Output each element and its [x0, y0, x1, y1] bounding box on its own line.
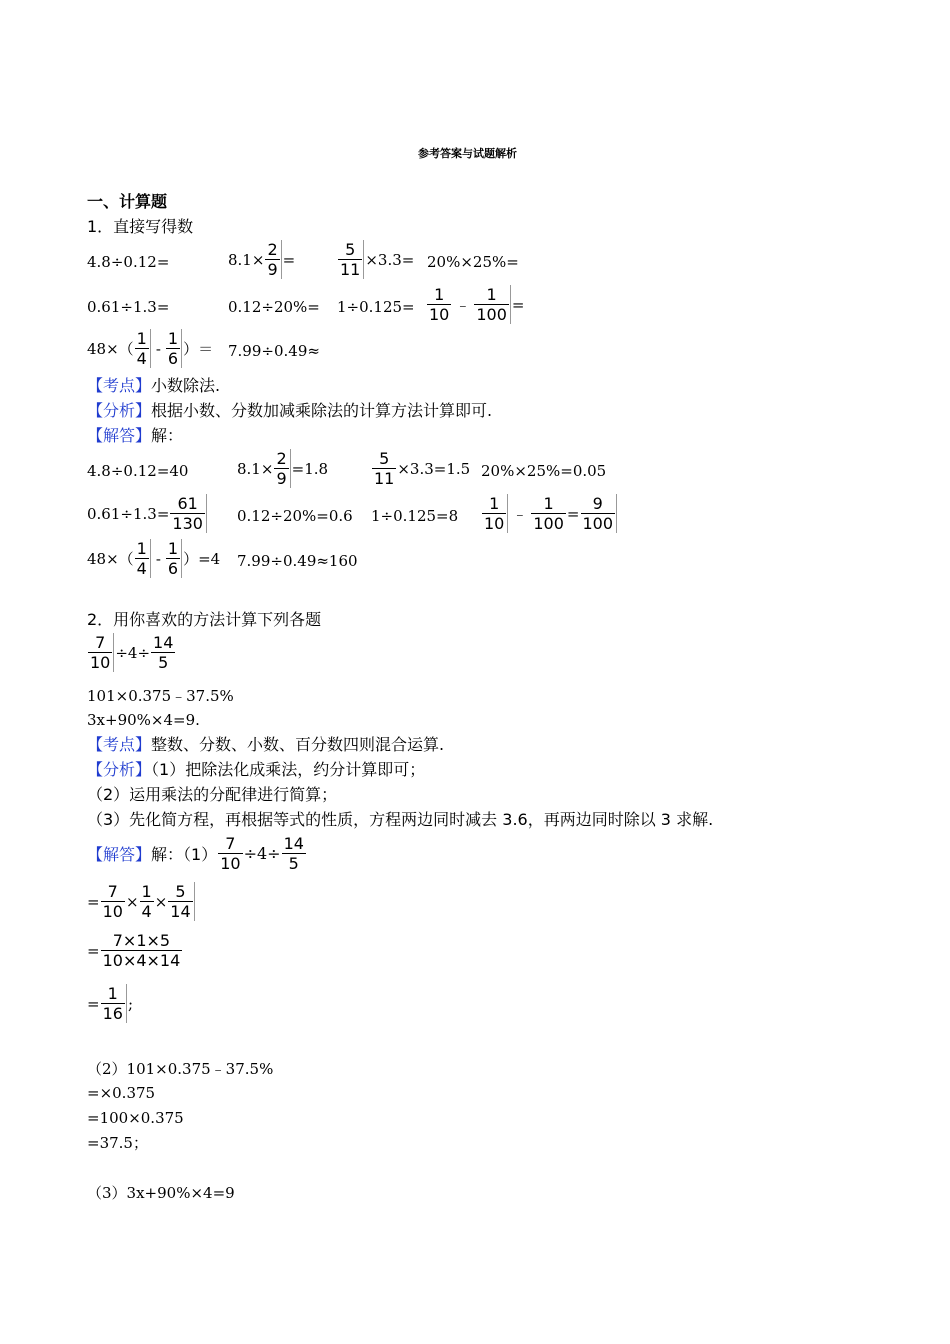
expr-text: =	[566, 504, 580, 523]
denominator: 11	[340, 260, 361, 279]
expr-text: ×3.3=1.5	[397, 459, 471, 478]
numerator: 1	[136, 539, 147, 558]
q1-item	[337, 240, 414, 279]
numerator: 2	[276, 449, 287, 468]
question-1-heading: 1．直接写得数	[87, 217, 194, 236]
fraction	[338, 240, 364, 279]
fenxi-tag: 【分析】	[87, 401, 152, 420]
q1-answer	[371, 449, 470, 488]
expr-text: ×	[154, 892, 168, 911]
denominator: 10	[484, 514, 505, 533]
jieda-tag: 【解答】	[87, 426, 152, 445]
fraction	[101, 931, 183, 970]
fraction	[265, 240, 281, 279]
jieda-line	[87, 426, 183, 446]
jieda-tag: 【解答】	[87, 845, 152, 864]
expr-text: ;	[127, 994, 133, 1013]
numerator: 14	[153, 633, 174, 652]
q2-expr	[87, 633, 176, 672]
solution-step	[87, 984, 133, 1023]
fenxi-text: 根据小数、分数加减乘除法的计算方法计算即可.	[151, 401, 493, 420]
solution-step: =37.5；	[87, 1134, 148, 1152]
q1-item: 0.61÷1.3=	[87, 298, 170, 316]
section-heading: 一、计算题	[87, 192, 168, 211]
expr-text: 8.1×	[228, 250, 265, 269]
numerator: 2	[267, 240, 278, 259]
numerator: 5	[338, 240, 362, 260]
numerator: 1	[427, 285, 451, 305]
fraction	[135, 329, 151, 368]
q1-item: 7.99÷0.49≈	[228, 342, 320, 360]
expr-text: ）=4	[183, 550, 221, 568]
denominator: 14	[170, 902, 191, 921]
numerator: 61	[170, 494, 205, 514]
numerator: 1	[531, 494, 566, 514]
kaodian-text: 小数除法.	[151, 376, 221, 395]
fraction	[151, 633, 175, 672]
numerator: 5	[372, 449, 396, 469]
expr-text: ×	[125, 892, 139, 911]
denominator: 9	[276, 469, 287, 488]
denominator: 9	[267, 260, 278, 279]
fraction	[218, 834, 242, 873]
jieda-text: 解：	[151, 426, 184, 445]
minus-sign: -	[155, 549, 161, 568]
denominator: 4	[136, 559, 147, 578]
q1-answer: 7.99÷0.49≈160	[237, 552, 358, 570]
fenxi-line	[87, 760, 425, 780]
fraction	[274, 449, 290, 488]
numerator: 1	[474, 285, 509, 305]
fraction	[170, 494, 207, 533]
expr-text: =	[282, 250, 296, 269]
solution-step	[87, 931, 183, 970]
fraction	[282, 834, 306, 873]
denominator: 6	[167, 349, 179, 368]
q2-expr: 101×0.375﹣37.5%	[87, 687, 234, 705]
fraction	[372, 449, 396, 488]
denominator: 100	[582, 514, 614, 533]
numerator: 14	[283, 834, 304, 853]
denominator: 100	[476, 305, 507, 324]
fenxi-line-2: （2）运用乘法的分配律进行简算；	[87, 785, 338, 804]
expr-text: 0.61÷1.3=	[87, 504, 170, 523]
expr-text: 48×（	[87, 340, 134, 358]
page-title: 参考答案与试题解析	[418, 147, 517, 160]
q2-expr: 3x+90%×4=9.	[87, 711, 200, 729]
fraction	[474, 285, 511, 324]
part-3-label: （3）3x+90%×4=9	[87, 1184, 235, 1202]
kaodian-line	[87, 376, 220, 396]
jieda-text: 解：（1）	[151, 845, 218, 864]
q1-answer	[237, 449, 328, 488]
fraction	[101, 984, 127, 1023]
expr-text: 8.1×	[237, 459, 274, 478]
fenxi-text: （1）把除法化成乘法，约分计算即可；	[151, 760, 426, 779]
kaodian-tag: 【考点】	[87, 735, 152, 754]
numerator: 1	[101, 984, 125, 1004]
numerator: 9	[581, 494, 616, 514]
minus-sign: ﹣	[512, 505, 528, 523]
expr-text: =	[87, 892, 100, 911]
fraction	[482, 494, 508, 533]
q1-item: 0.12÷20%=	[228, 298, 320, 316]
numerator: 7×1×5	[101, 931, 183, 951]
numerator: 7	[101, 882, 125, 902]
q1-item: 1÷0.125=	[337, 298, 415, 316]
q1-item: 4.8÷0.12=	[87, 253, 170, 271]
fraction	[581, 494, 618, 533]
fraction	[135, 539, 151, 578]
numerator: 1	[482, 494, 506, 514]
denominator: 5	[158, 653, 169, 672]
denominator: 4	[136, 349, 147, 368]
question-2-heading: 2．用你喜欢的方法计算下列各题	[87, 610, 322, 629]
expr-text: ÷4÷	[243, 844, 281, 863]
expr-text: ）＝	[183, 340, 214, 358]
numerator: 1	[136, 329, 147, 348]
denominator: 10	[220, 854, 241, 873]
numerator: 5	[168, 882, 192, 902]
expr-text: =	[511, 295, 525, 314]
fenxi-line-3: （3）先化简方程，再根据等式的性质，方程两边同时减去 3.6，再两边同时除以 3 求解.	[87, 810, 714, 829]
q1-answer: 0.12÷20%=0.6	[237, 507, 353, 525]
kaodian-line	[87, 735, 444, 755]
kaodian-tag: 【考点】	[87, 376, 152, 395]
denominator: 4	[141, 902, 152, 921]
expr-text: =1.8	[291, 459, 329, 478]
q1-answer: 4.8÷0.12=40	[87, 462, 189, 480]
fraction	[101, 882, 125, 921]
q1-answer: 1÷0.125=8	[371, 507, 459, 525]
minus-sign: ﹣	[455, 296, 471, 314]
q1-item: 20%×25%=	[427, 253, 519, 271]
expr-text: 48×（	[87, 550, 134, 568]
numerator: 7	[218, 834, 242, 854]
denominator: 10	[102, 902, 123, 921]
q1-item	[228, 240, 295, 279]
numerator: 1	[167, 539, 179, 558]
solution-step	[87, 882, 196, 921]
fraction	[140, 882, 154, 921]
q1-answer	[87, 494, 208, 533]
denominator: 5	[288, 854, 299, 873]
denominator: 10×4×14	[102, 951, 181, 970]
jieda-line	[87, 834, 307, 873]
fraction	[166, 539, 182, 578]
denominator: 10	[429, 305, 450, 324]
q1-answer	[87, 539, 220, 578]
fraction	[166, 329, 182, 368]
q1-item	[87, 329, 213, 368]
q1-answer: 20%×25%=0.05	[481, 462, 607, 480]
denominator: 6	[167, 559, 179, 578]
denominator: 11	[374, 469, 395, 488]
expr-text: =	[87, 994, 100, 1013]
expr-text: =	[87, 941, 100, 960]
numerator: 7	[88, 633, 112, 653]
fraction	[168, 882, 194, 921]
solution-step: =×0.375	[87, 1084, 156, 1102]
numerator: 1	[167, 329, 179, 348]
denominator: 16	[102, 1004, 123, 1023]
part-2-label: （2）101×0.375﹣37.5%	[87, 1060, 274, 1078]
minus-sign: -	[155, 339, 161, 358]
q1-answer	[481, 494, 618, 533]
fraction	[427, 285, 451, 324]
fenxi-tag: 【分析】	[87, 760, 152, 779]
expr-text: ÷4÷	[115, 643, 151, 662]
expr-text: ×3.3=	[365, 250, 415, 269]
solution-step: =100×0.375	[87, 1109, 184, 1127]
fraction	[531, 494, 566, 533]
denominator: 10	[90, 653, 111, 672]
numerator: 1	[141, 882, 152, 901]
kaodian-text: 整数、分数、小数、百分数四则混合运算.	[151, 735, 445, 754]
fraction	[88, 633, 114, 672]
denominator: 130	[172, 514, 203, 533]
q1-item	[426, 285, 525, 324]
fenxi-line	[87, 401, 492, 421]
denominator: 100	[533, 514, 564, 533]
